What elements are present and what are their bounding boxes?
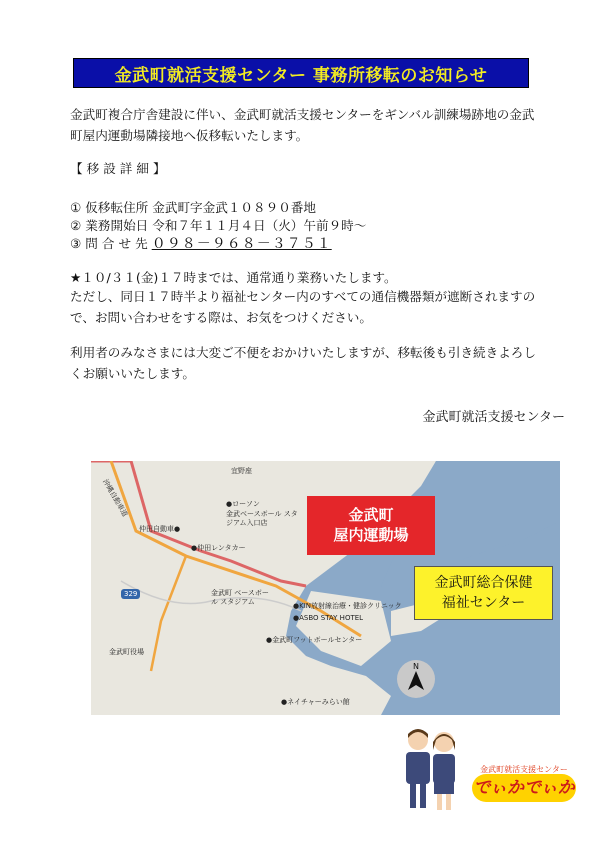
notice-line-1: ★１０/３１(金)１７時までは、通常通り業務いたします。 [70, 270, 397, 285]
map-label-asbo: ●ASBO STAY HOTEL [293, 614, 364, 622]
map-label-stadium: 金武町 ベースボール スタジアム [211, 589, 269, 606]
map-label-stadium-entrance: 金武ベースボール スタジアム入口店 [226, 510, 298, 527]
map-label-nakama-rental: ●仲田レンタカー [191, 544, 246, 552]
map-label-lawson: ●ローソン [226, 500, 260, 508]
closing-paragraph: 利用者のみなさまには大変ご不便をおかけいたしますが、移転後も引き続きよろしくお願いいたします。 [70, 345, 536, 381]
map-label-football: ●金武町フットボールセンター [266, 636, 363, 644]
map-label-expressway: 沖縄自動車道 [101, 477, 129, 519]
page-title: 金武町就活支援センター 事務所移転のお知らせ [114, 65, 488, 86]
route-329-shield: 329 [121, 589, 140, 599]
detail-contact [70, 234, 332, 254]
map-label-ginoza: 宜野座 [231, 467, 252, 475]
notice-line-2: ただし、同日１７時半より福祉センター内のすべての通信機器類が遮断されますので、お問い合わせをする際は、お気をつけください。 [70, 289, 536, 325]
title-banner [73, 58, 529, 88]
intro-paragraph: 金武町複合庁舎建設に伴い、金武町就活支援センターをギンバル訓練場跡地の金武町屋内運動場隣接地へ仮移転いたします。 [70, 107, 535, 143]
welfare-callout-line2: 福祉センター [441, 595, 526, 611]
detail-address: ① 仮移転住所 金武町字金武１０８９０番地 [70, 200, 316, 215]
staff-illustration [400, 724, 462, 812]
map-label-clinic: ●KIN放射線治療・健診クリニック [293, 602, 402, 610]
details-header: 【 移 設 詳 細 】 [70, 161, 166, 176]
detail-start-date: ② 業務開始日 令和７年１１月４日（火）午前９時～ [70, 218, 367, 233]
map-label-nature: ●ネイチャーみらい館 [281, 698, 350, 706]
welfare-callout-line1: 金武町総合保健 [434, 575, 533, 591]
center-logo [468, 764, 580, 806]
map-callout-welfare-center [414, 566, 553, 620]
logo-small-text: 金武町就活支援センター [480, 765, 568, 774]
map-label-town-hall: 金武町役場 [109, 648, 144, 656]
compass-icon: N [397, 660, 435, 698]
signature: 金武町就活支援センター [422, 410, 565, 425]
map-label-nakama-jidosha: 仲田自動車● [139, 525, 181, 533]
gym-callout-line2: 屋内運動場 [333, 526, 409, 544]
contact-label: ③ 問 合 せ 先 [70, 236, 148, 251]
map-callout-gym [307, 496, 435, 555]
contact-phone: ０９８－９６８－３７５１ [151, 236, 332, 252]
logo-big-text: でぃかでぃか [472, 774, 576, 802]
gym-callout-line1: 金武町 [348, 506, 394, 524]
